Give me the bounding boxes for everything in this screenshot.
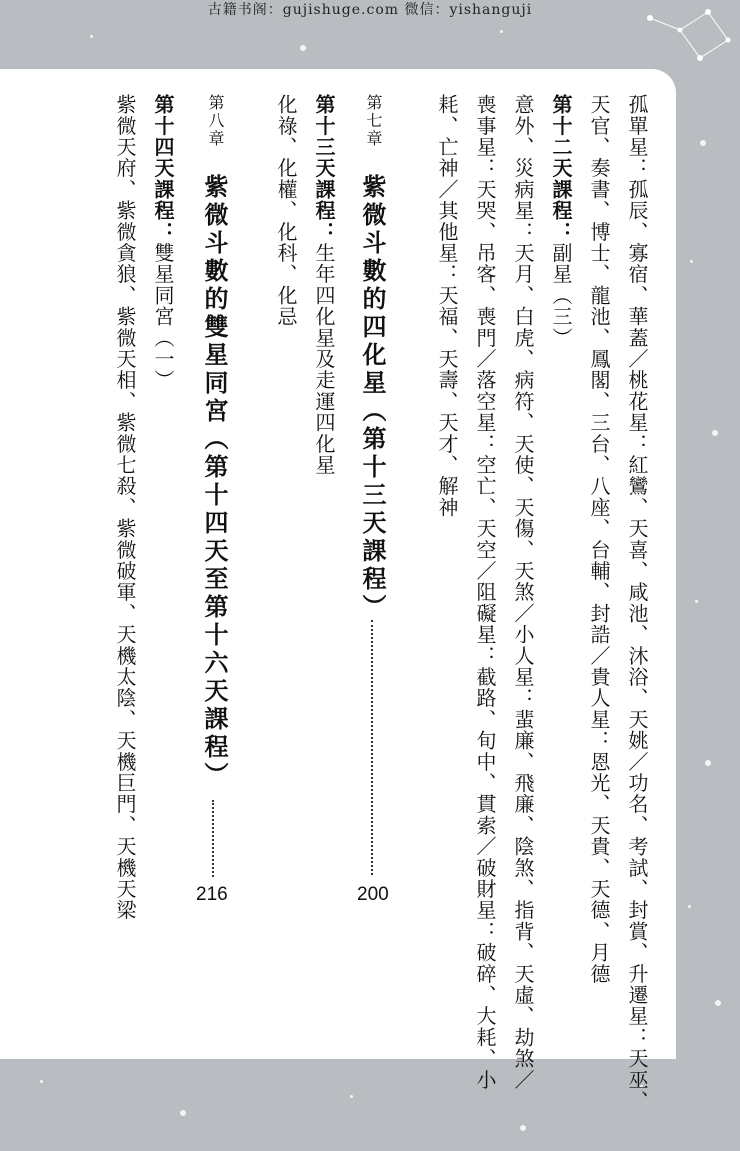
chapter-8-page-number: 216	[196, 884, 228, 905]
chapter-7-label: 第七章	[364, 94, 383, 148]
lesson-12-label: 第十二天課程：	[549, 94, 573, 243]
text-column-12: 紫微天府、紫微貪狼、紫微天相、紫微七殺、紫微破軍、天機太陰、天機巨門、天機天梁	[113, 94, 137, 921]
lesson-14-topic: 雙星同宮（一）	[151, 242, 175, 391]
lesson-13-heading	[310, 94, 338, 476]
text-column-6: 耗、亡神／其他星：天福、天壽、天才、解神	[435, 94, 459, 518]
chapter-8-label: 第八章	[206, 94, 225, 148]
chapter-7-page-number: 200	[357, 884, 389, 905]
chapter-8-leader	[212, 800, 214, 877]
text-column-5: 喪事星：天哭、吊客、喪門／落空星：空亡、天空／阻礙星：截路、旬中、貫索／破財星：破碎、大耗、小	[473, 94, 497, 1091]
constellation-icon	[620, 0, 740, 70]
text-column-9: 化祿、化權、化科、化忌	[274, 94, 298, 328]
chapter-7-leader	[371, 620, 373, 875]
watermark-text: 古籍书阁：gujishuge.com 微信：yishanguji	[207, 2, 533, 18]
text-column-4: 意外、災病星：天月、白虎、病符、天使、天傷、天煞／小人星：蜚廉、飛廉、陰煞、指背、天虛、劫煞／	[511, 94, 535, 1091]
lesson-14-heading	[149, 94, 177, 391]
lesson-14-label: 第十四天課程：	[151, 94, 175, 243]
lesson-12-heading	[547, 94, 575, 348]
lesson-12-topic: 副星（三）	[549, 242, 573, 349]
lesson-13-topic: 生年四化星及走運四化星	[312, 242, 336, 476]
lesson-13-label: 第十三天課程：	[312, 94, 336, 243]
chapter-8-title: 紫微斗數的雙星同宮（第十四天至第十六天課程）	[200, 174, 229, 790]
chapter-7-title: 紫微斗數的四化星（第十三天課程）	[358, 174, 387, 622]
text-column-2: 天官、奏書、博士、龍池、鳳閣、三台、八座、台輔、封誥／貴人星：恩光、天貴、天德、月德	[587, 94, 611, 985]
text-column-1: 孤單星：孤辰、寡宿、華蓋／桃花星：紅鸞、天喜、咸池、沐浴、天姚／功名、考試、封賞、升遷星：天巫、	[625, 94, 649, 1112]
